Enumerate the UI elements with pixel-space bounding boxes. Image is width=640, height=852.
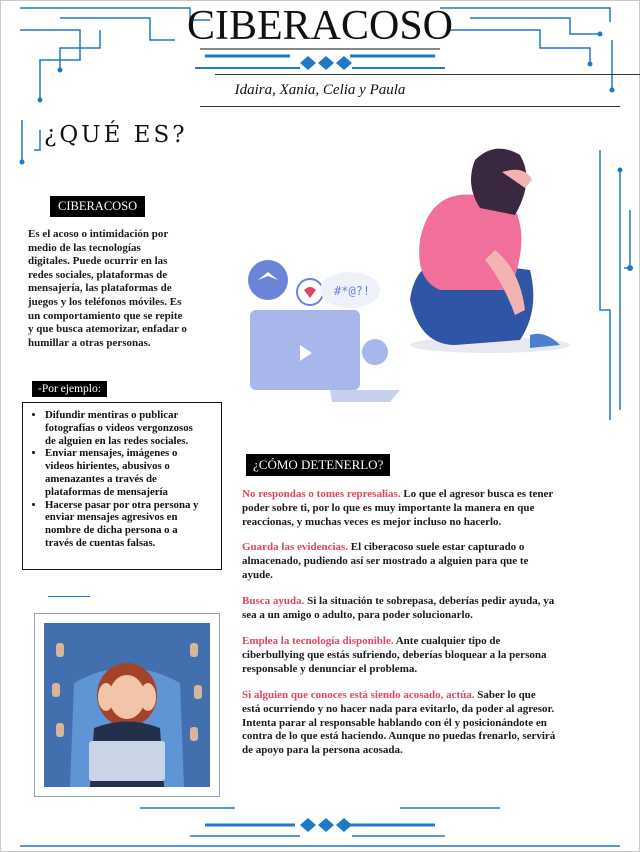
example-line: Hacerse pasar por otra persona y	[45, 498, 199, 511]
definition-line: medio de las tecnologías	[28, 241, 141, 254]
example-line: fotografías o videos vergonzosos	[45, 421, 193, 434]
authors-bottom-rule	[200, 106, 620, 107]
example-line: amenazantes a través de	[45, 472, 157, 485]
definition-line: redes sociales, plataformas de	[28, 268, 168, 281]
tip-line: Lo que el agresor busca es tener	[400, 488, 554, 500]
examples-box	[22, 402, 222, 570]
tip-seek-help	[242, 595, 594, 623]
tip-highlight: Guarda las evidencias.	[242, 541, 349, 553]
tip-line: Saber lo que	[474, 689, 536, 701]
tip-line: reaccionas, y muchas veces es mejor incluso no hacerlo.	[242, 515, 502, 528]
tip-line: almacenado, pudiendo así ser mostrado a alguien para que te	[242, 554, 529, 567]
definition-line: un comportamiento que se repite	[28, 309, 183, 322]
svg-text:#*@?!: #*@?!	[334, 284, 371, 298]
tip-line: ayude.	[242, 568, 273, 581]
example-item	[45, 447, 215, 498]
tip-line: de apoyo para la persona acosada.	[242, 744, 403, 757]
example-line: videos hirientes, abusivos o	[45, 460, 170, 473]
definition-line: y que busca atemorizar, enfadar o	[28, 323, 187, 336]
example-item	[45, 409, 215, 447]
tip-use-technology	[242, 635, 594, 676]
photo-accent-rule	[48, 596, 90, 597]
tip-line: responsable y denunciar el problema.	[242, 662, 418, 675]
example-line: enviar mensajes agresivos en	[45, 511, 178, 524]
example-line: de alguien en las redes sociales.	[45, 434, 189, 447]
definition-line: juegos y los teléfonos móviles. Es	[28, 295, 182, 308]
definition-text	[28, 228, 228, 350]
authors-line: Idaira, Xania, Celia y Paula	[234, 82, 406, 98]
ciberacoso-label: CIBERACOSO	[50, 196, 145, 217]
definition-line: Es el acoso o intimidación por	[28, 228, 169, 240]
sad-girl-laptop-illustration	[240, 140, 600, 410]
example-line: Enviar mensajes, imágenes o	[45, 447, 178, 460]
tip-line: poder sobre ti, por lo que es muy importante la manera en que	[242, 501, 535, 514]
definition-line: digitales. Puede ocurrir en las	[28, 255, 168, 268]
tip-highlight: No respondas o tomes represalias.	[242, 488, 401, 500]
tip-highlight: Emplea la tecnología disponible.	[242, 635, 394, 647]
authors-top-rule	[215, 74, 640, 75]
example-line: plataformas de mensajería	[45, 485, 168, 498]
tip-highlight: Si alguien que conoces está siendo acosado, actúa.	[242, 689, 475, 701]
examples-label: -Por ejemplo:	[32, 381, 107, 397]
tip-line: Si la situación te sobrepasa, deberías pedir ayuda, ya sea a un amigo o adulto, para poder solucionarlo.	[242, 595, 555, 621]
tip-keep-evidence	[242, 541, 594, 582]
footer-circuit-decoration	[0, 800, 640, 852]
tip-highlight: Busca ayuda.	[242, 595, 305, 607]
definition-line: mensajería, las plataformas de	[28, 282, 172, 295]
examples-list	[29, 409, 215, 550]
example-line: Difundir mentiras o publicar	[45, 409, 179, 421]
tip-act-if-witness	[242, 689, 594, 758]
page-title: CIBERACOSO	[186, 3, 454, 49]
photo-frame	[34, 613, 220, 797]
tip-no-respond	[242, 488, 594, 529]
tip-line: contra de lo que está haciendo. Aunque no puedas frenarlo, servirá	[242, 730, 556, 743]
example-item	[45, 499, 215, 550]
example-line: nombre de dicha persona o a	[45, 524, 178, 537]
how-to-stop-label: ¿CÓMO DETENERLO?	[246, 454, 390, 476]
tip-line: El ciberacoso suele estar capturado o	[348, 541, 525, 553]
tip-line: está ocurriendo y no hacer nada para evitarlo, da poder al agresor.	[242, 702, 555, 715]
tip-line: Intenta parar al responsable hablando con él y posicionándote en	[242, 716, 547, 729]
tip-line: ciberbullying que estás sufriendo, deberías bloquear a la persona	[242, 648, 547, 661]
tip-line: Ante cualquier tipo de	[393, 635, 501, 647]
girl-with-laptop-photo	[44, 623, 210, 787]
example-line: través de cuentas falsas.	[45, 536, 156, 549]
section-heading-que-es: ¿QUÉ ES?	[44, 122, 188, 148]
definition-line: humillar a otras personas.	[28, 336, 151, 349]
